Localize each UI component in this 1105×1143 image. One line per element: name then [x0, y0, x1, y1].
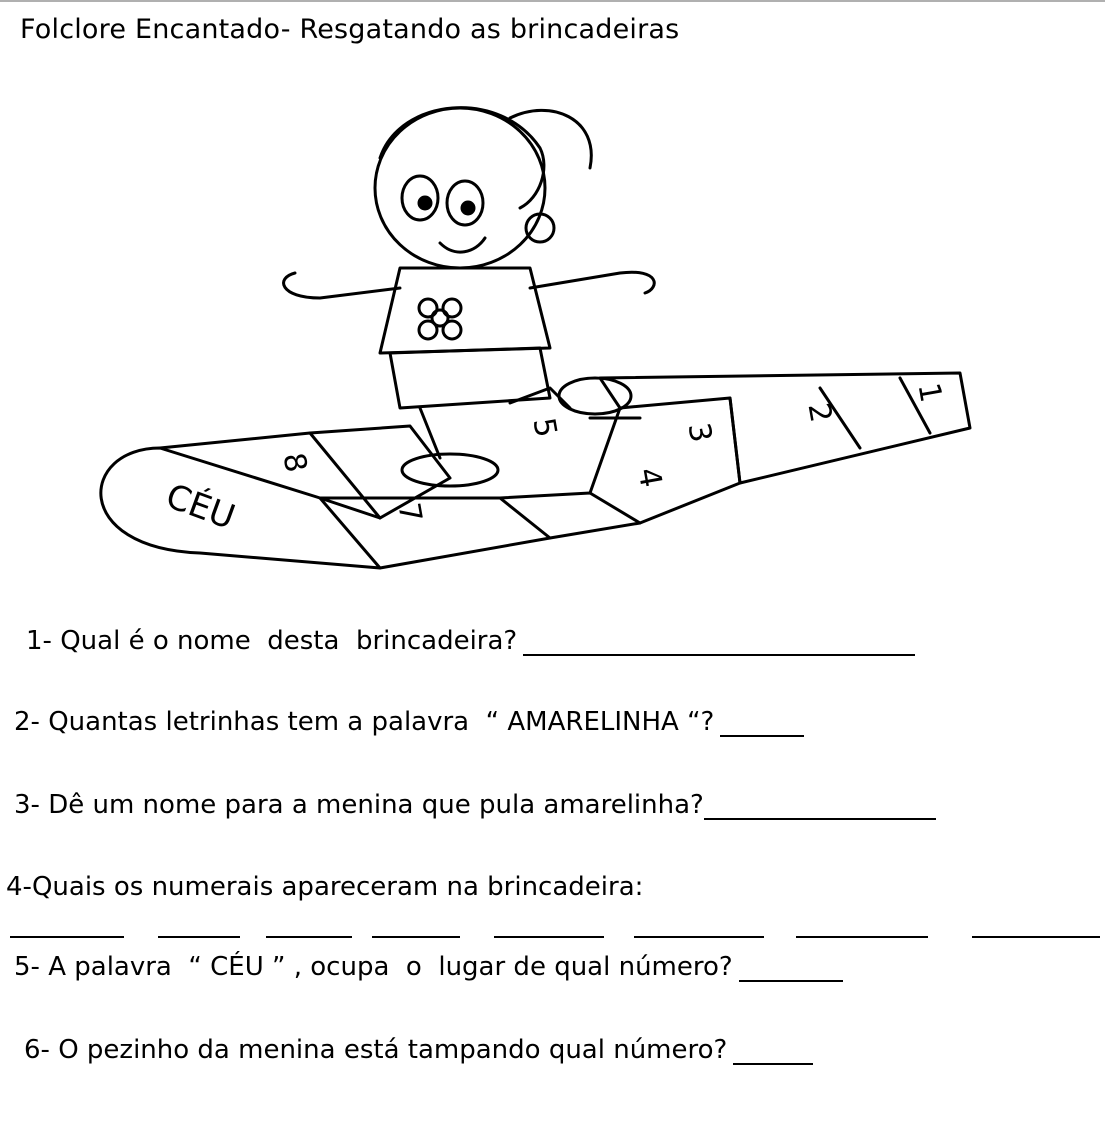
hopscotch-number-1: 1 [910, 380, 949, 406]
numeral-blank[interactable] [266, 936, 352, 938]
question-1-number: 1- [26, 626, 52, 656]
hopscotch-number-2: 2 [800, 400, 839, 426]
numerals-answer-lines [0, 912, 1105, 942]
question-5-number: 5- [14, 952, 40, 982]
question-3-number: 3- [14, 790, 40, 820]
hopscotch-girl-illustration [80, 78, 980, 578]
question-3-text: Dê um nome para a menina que pula amarelinha? [48, 790, 704, 820]
question-2 [14, 707, 804, 737]
numeral-blank[interactable] [634, 936, 764, 938]
numeral-blank[interactable] [10, 936, 124, 938]
hopscotch-number-3: 3 [680, 420, 719, 446]
answer-line-5[interactable] [739, 958, 843, 982]
question-2-number: 2- [14, 707, 40, 737]
question-4-number: 4- [6, 872, 32, 902]
numeral-blank[interactable] [158, 936, 240, 938]
numeral-blank[interactable] [972, 936, 1100, 938]
question-3 [14, 790, 936, 820]
numeral-blank[interactable] [494, 936, 604, 938]
answer-line-1[interactable] [523, 632, 915, 656]
question-4-text: Quais os numerais apareceram na brincadeira: [31, 872, 644, 902]
hopscotch-number-4: 4 [630, 465, 669, 491]
question-2-text: Quantas letrinhas tem a palavra “ AMARELINHA “? [48, 707, 715, 737]
numeral-blank[interactable] [796, 936, 928, 938]
hopscotch-number-7: 7 [390, 500, 429, 526]
question-1-text: Qual é o nome desta brincadeira? [60, 626, 518, 656]
numeral-blank[interactable] [372, 936, 460, 938]
hopscotch-number-5: 5 [525, 415, 564, 441]
hopscotch-number-8: 8 [275, 450, 314, 476]
question-5 [14, 952, 843, 982]
sky-word: CÉU [160, 476, 241, 538]
question-4 [6, 872, 643, 902]
top-rule [0, 0, 1105, 2]
question-6-text: O pezinho da menina está tampando qual número? [58, 1035, 728, 1065]
answer-line-3[interactable] [704, 796, 936, 820]
question-1 [26, 626, 915, 656]
question-6-number: 6- [24, 1035, 50, 1065]
question-5-text: A palavra “ CÉU ” , ocupa o lugar de qual número? [48, 952, 733, 982]
answer-line-2[interactable] [720, 713, 804, 737]
answer-line-6[interactable] [733, 1041, 813, 1065]
question-6 [24, 1035, 813, 1065]
worksheet-title: Folclore Encantado- Resgatando as brincadeiras [20, 14, 680, 45]
